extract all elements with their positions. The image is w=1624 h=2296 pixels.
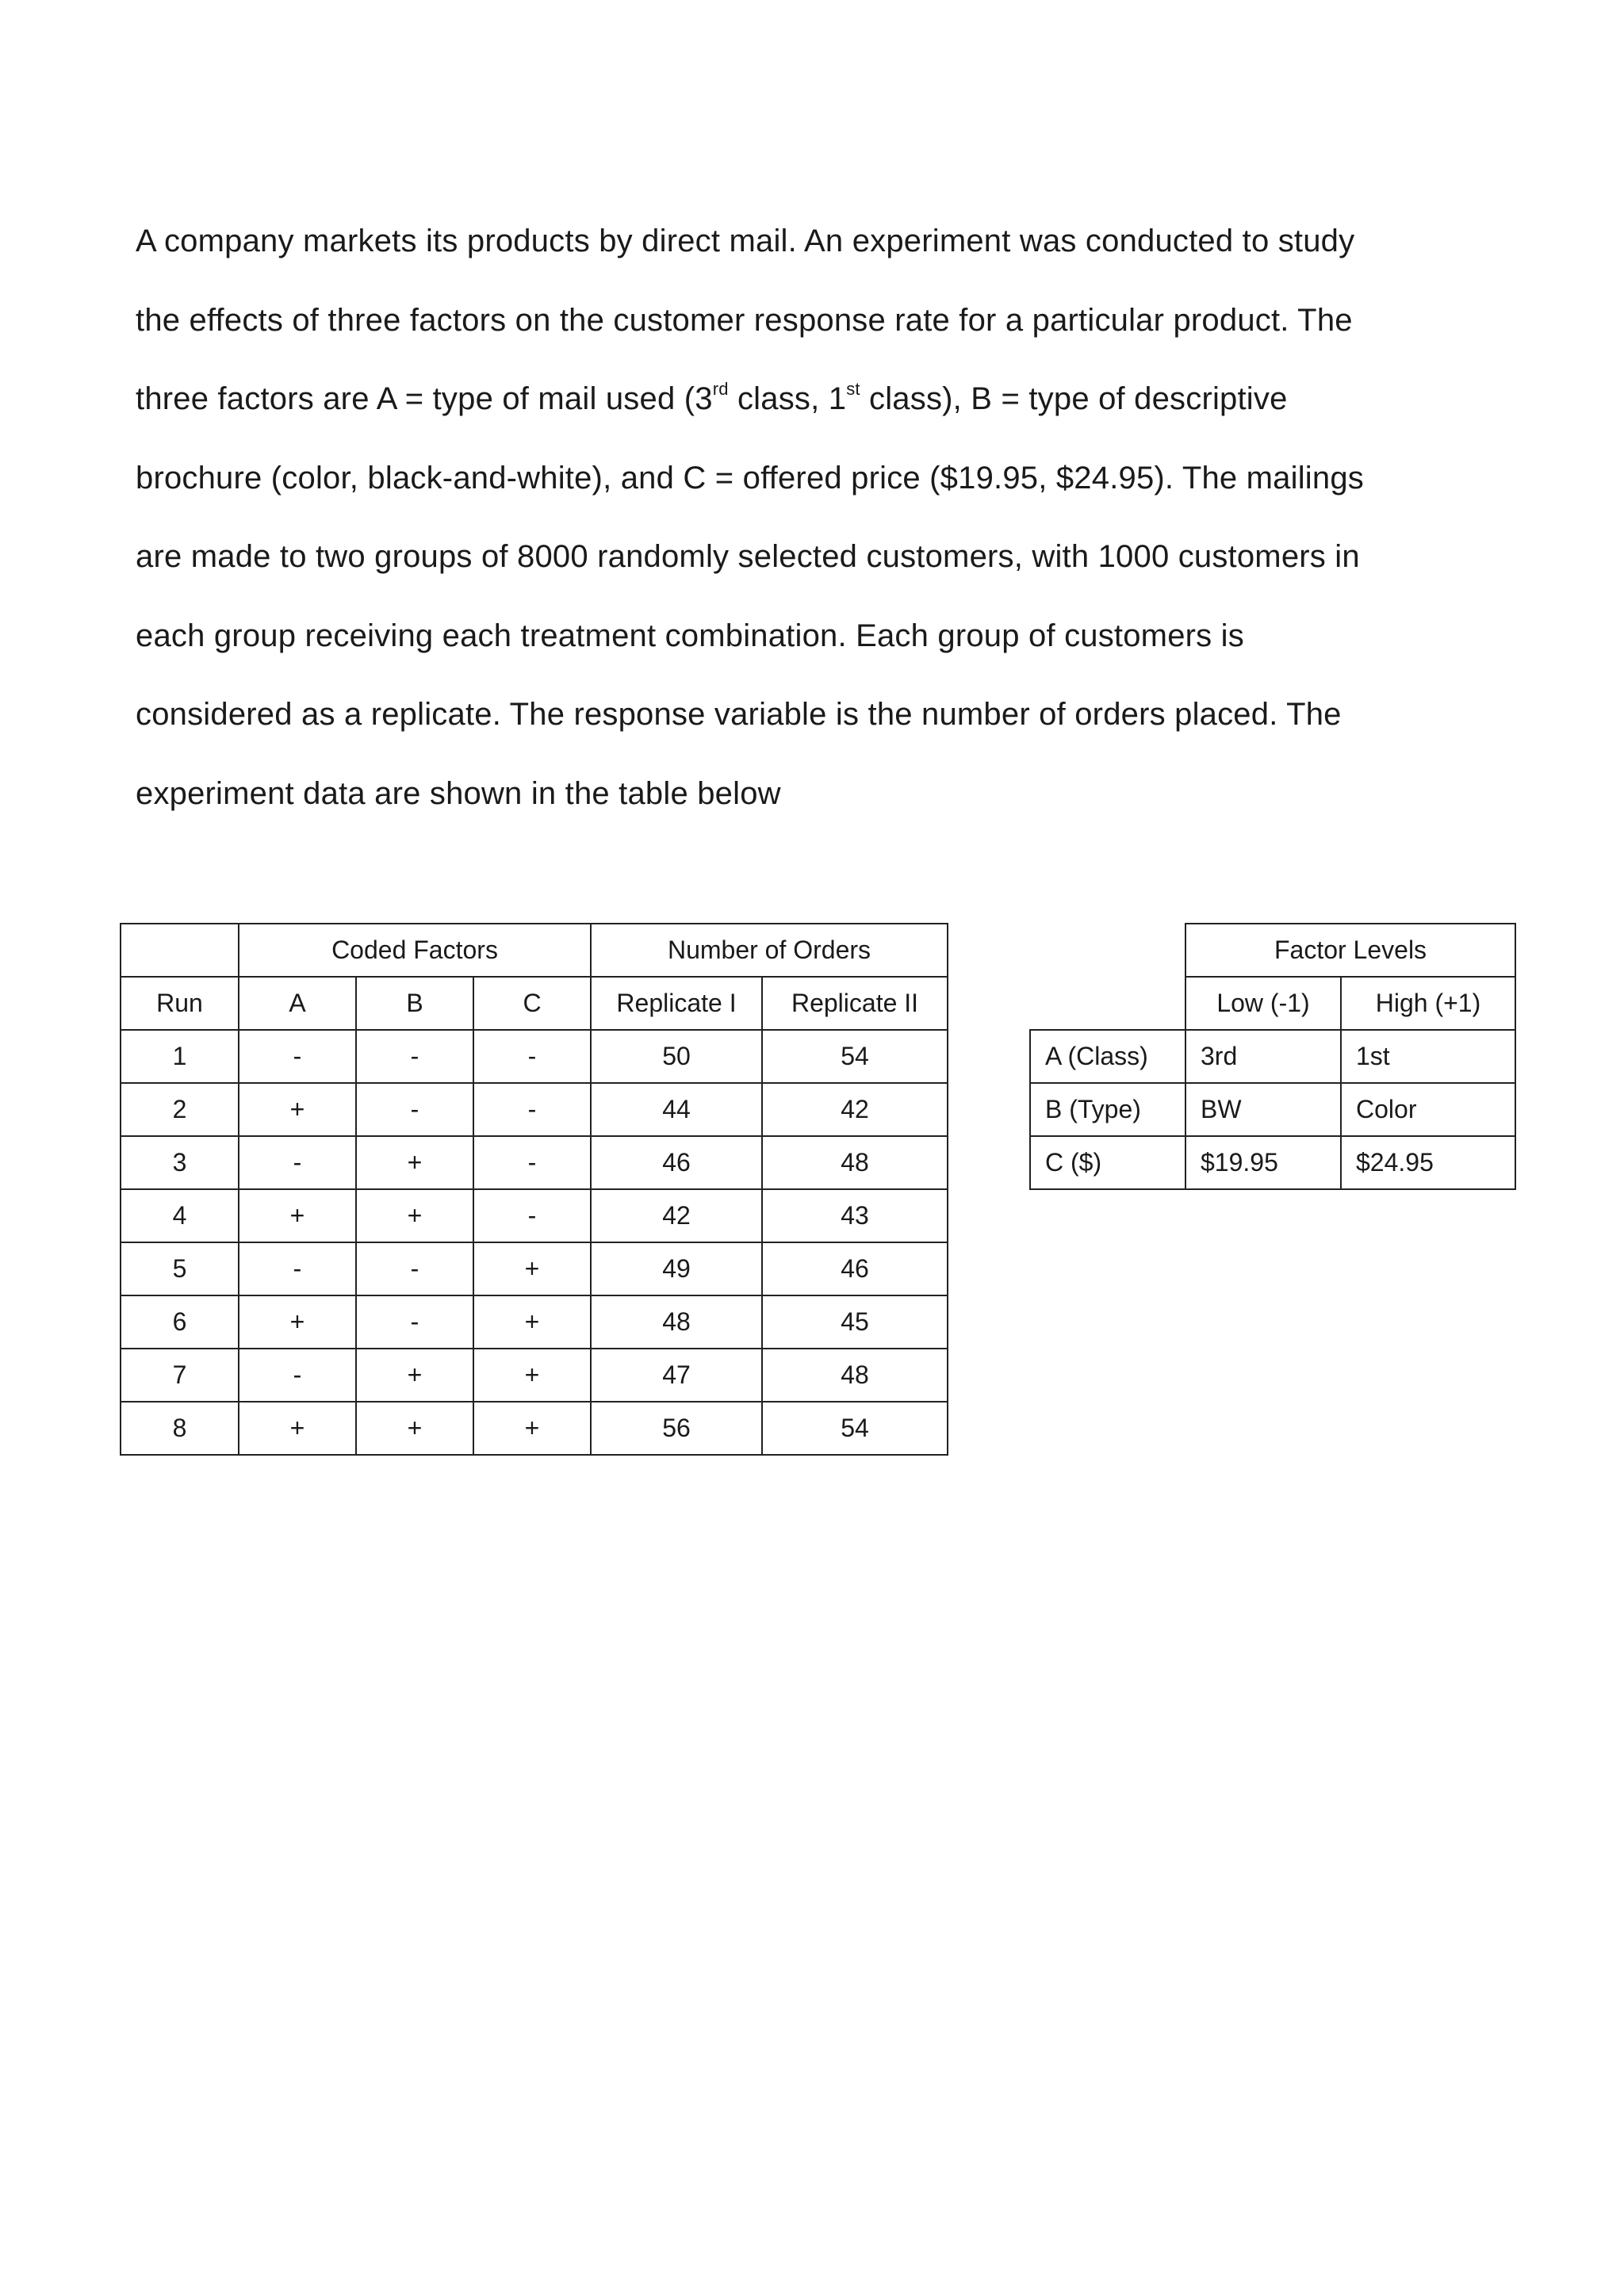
- low-level-cell: 3rd: [1185, 1030, 1341, 1083]
- intro-line-3-part-b: class, 1: [728, 381, 847, 416]
- intro-line-4: brochure (color, black-and-white), and C = offered price ($19.95, $24.95). The mailings: [136, 460, 1364, 496]
- factor-b-cell: -: [356, 1242, 473, 1295]
- replicate-1-cell: 48: [591, 1295, 762, 1349]
- intro-line-1: A company markets its products by direct mail. An experiment was conducted to study: [136, 224, 1355, 258]
- replicate-1-cell: 49: [591, 1242, 762, 1295]
- level-labels-row: [1030, 977, 1515, 1030]
- intro-line-7: considered as a replicate. The response variable is the number of orders placed. The: [136, 697, 1342, 732]
- factor-a-cell: +: [239, 1083, 356, 1136]
- factor-c-cell: -: [473, 1189, 591, 1242]
- replicate-2-cell: 45: [762, 1295, 948, 1349]
- factor-a-cell: +: [239, 1189, 356, 1242]
- run-cell: 6: [121, 1295, 239, 1349]
- replicate-1-cell: 44: [591, 1083, 762, 1136]
- high-level-header: High (+1): [1341, 977, 1515, 1030]
- factor-name-cell: A (Class): [1030, 1030, 1185, 1083]
- run-cell: 5: [121, 1242, 239, 1295]
- intro-line-3-part-a: three factors are A = type of mail used (3: [136, 381, 713, 416]
- factor-c-cell: +: [473, 1402, 591, 1455]
- factor-b-cell: +: [356, 1136, 473, 1189]
- problem-statement: [136, 202, 1500, 833]
- empty-label-cell: [1030, 977, 1185, 1030]
- ordinal-suffix-st: st: [846, 379, 860, 399]
- replicate-2-cell: 46: [762, 1242, 948, 1295]
- intro-line-2: the effects of three factors on the customer response rate for a particular product. The: [136, 302, 1353, 338]
- factor-a-column-header: A: [239, 977, 356, 1030]
- factor-c-column-header: C: [473, 977, 591, 1030]
- factor-b-cell: -: [356, 1083, 473, 1136]
- table-row: [1030, 1136, 1515, 1189]
- ordinal-suffix-rd: rd: [712, 379, 729, 399]
- factor-b-column-header: B: [356, 977, 473, 1030]
- table-row: [121, 1295, 948, 1349]
- factor-c-cell: -: [473, 1136, 591, 1189]
- replicate-1-cell: 42: [591, 1189, 762, 1242]
- replicate-1-cell: 47: [591, 1349, 762, 1402]
- high-level-cell: 1st: [1341, 1030, 1515, 1083]
- table-row: [121, 1402, 948, 1455]
- table-row: [121, 1242, 948, 1295]
- run-cell: 4: [121, 1189, 239, 1242]
- replicate-2-cell: 54: [762, 1402, 948, 1455]
- high-level-cell: Color: [1341, 1083, 1515, 1136]
- low-level-header: Low (-1): [1185, 977, 1341, 1030]
- low-level-cell: BW: [1185, 1083, 1341, 1136]
- high-level-cell: $24.95: [1341, 1136, 1515, 1189]
- factor-levels-header: Factor Levels: [1185, 924, 1515, 977]
- replicate-1-cell: 56: [591, 1402, 762, 1455]
- replicate-2-column-header: Replicate II: [762, 977, 948, 1030]
- replicate-2-cell: 42: [762, 1083, 948, 1136]
- replicate-2-cell: 48: [762, 1349, 948, 1402]
- factor-c-cell: -: [473, 1030, 591, 1083]
- factor-name-cell: C ($): [1030, 1136, 1185, 1189]
- empty-corner-cell: [1030, 924, 1185, 977]
- experiment-design-table: [120, 923, 948, 1456]
- table-row: [121, 1136, 948, 1189]
- factor-name-cell: B (Type): [1030, 1083, 1185, 1136]
- number-of-orders-header: Number of Orders: [591, 924, 948, 977]
- factor-b-cell: +: [356, 1189, 473, 1242]
- factor-a-cell: -: [239, 1242, 356, 1295]
- group-header-row: [121, 924, 948, 977]
- run-cell: 1: [121, 1030, 239, 1083]
- run-cell: 7: [121, 1349, 239, 1402]
- factor-c-cell: -: [473, 1083, 591, 1136]
- run-cell: 3: [121, 1136, 239, 1189]
- factor-a-cell: -: [239, 1136, 356, 1189]
- factor-a-cell: -: [239, 1030, 356, 1083]
- factor-b-cell: +: [356, 1349, 473, 1402]
- table-row: [121, 1189, 948, 1242]
- replicate-2-cell: 43: [762, 1189, 948, 1242]
- table-row: [121, 1030, 948, 1083]
- coded-factors-header: Coded Factors: [239, 924, 591, 977]
- factor-b-cell: -: [356, 1295, 473, 1349]
- intro-line-8: experiment data are shown in the table below: [136, 775, 781, 811]
- table-row: [121, 1083, 948, 1136]
- intro-line-3: [136, 360, 1500, 439]
- run-cell: 2: [121, 1083, 239, 1136]
- factor-c-cell: +: [473, 1242, 591, 1295]
- intro-line-3-part-c: class), B = type of descriptive: [860, 381, 1288, 416]
- factor-levels-table: [1029, 923, 1516, 1190]
- factor-levels-header-row: [1030, 924, 1515, 977]
- table-row: [1030, 1030, 1515, 1083]
- factor-a-cell: -: [239, 1349, 356, 1402]
- run-cell: 8: [121, 1402, 239, 1455]
- factor-b-cell: +: [356, 1402, 473, 1455]
- intro-line-6: each group receiving each treatment combination. Each group of customers is: [136, 618, 1244, 653]
- replicate-1-column-header: Replicate I: [591, 977, 762, 1030]
- factor-c-cell: +: [473, 1349, 591, 1402]
- column-header-row: [121, 977, 948, 1030]
- replicate-2-cell: 54: [762, 1030, 948, 1083]
- factor-b-cell: -: [356, 1030, 473, 1083]
- factor-a-cell: +: [239, 1402, 356, 1455]
- table-row: [121, 1349, 948, 1402]
- empty-corner-cell: [121, 924, 239, 977]
- replicate-1-cell: 46: [591, 1136, 762, 1189]
- factor-a-cell: +: [239, 1295, 356, 1349]
- factor-c-cell: +: [473, 1295, 591, 1349]
- run-column-header: Run: [121, 977, 239, 1030]
- intro-line-5: are made to two groups of 8000 randomly selected customers, with 1000 customers in: [136, 539, 1360, 574]
- replicate-2-cell: 48: [762, 1136, 948, 1189]
- low-level-cell: $19.95: [1185, 1136, 1341, 1189]
- replicate-1-cell: 50: [591, 1030, 762, 1083]
- table-row: [1030, 1083, 1515, 1136]
